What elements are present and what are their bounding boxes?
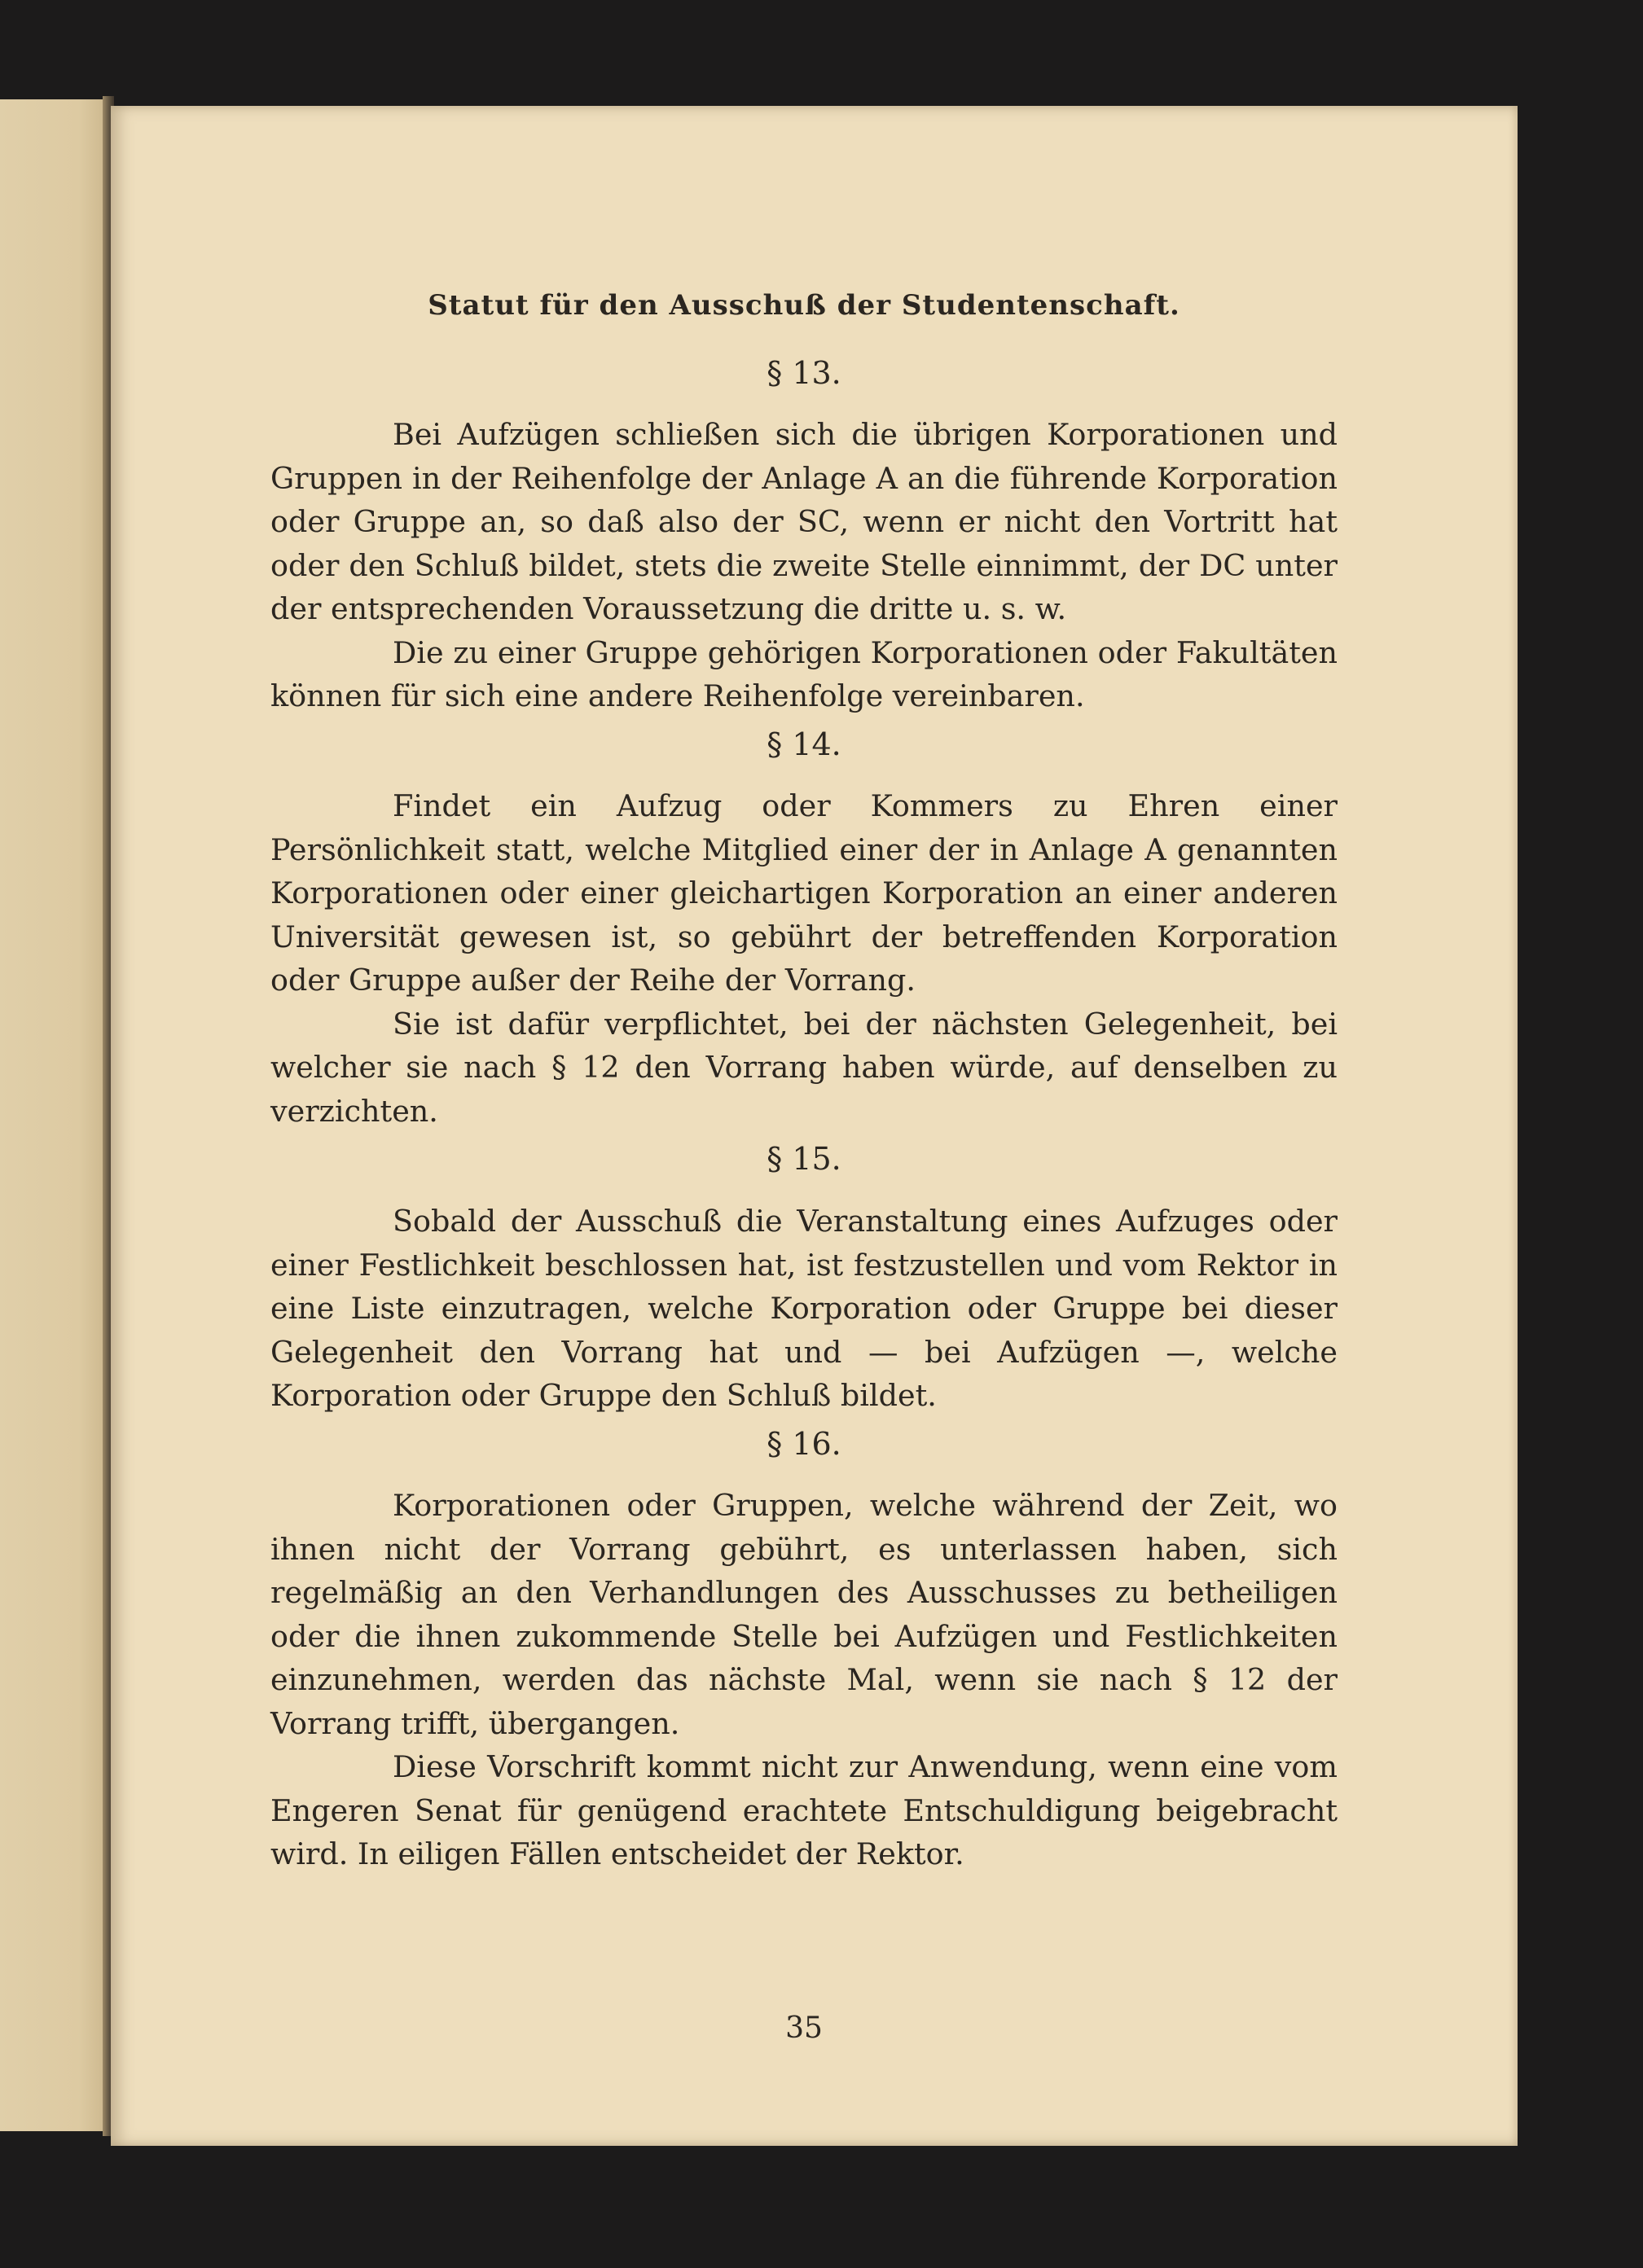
section-heading: § 16. xyxy=(767,1425,841,1462)
paragraph: Diese Vorschrift kommt nicht zur Anwendung, wenn eine vom Engeren Senat für genügend erachtete Entschuldigung beigebracht wird. In eiligen Fällen entscheidet der Rektor. xyxy=(270,1749,1338,1872)
section-heading: § 14. xyxy=(767,726,841,762)
section-heading: § 15. xyxy=(767,1141,841,1178)
paragraph: Findet ein Aufzug oder Kommers zu Ehren einer Persönlichkeit statt, welche Mitglied einer der in Anlage A genannten Korporationen oder einer gleichartigen Korporation an einer anderen Universität gewesen ist, so gebührt der betreffenden Korporation oder Gruppe außer der Reihe der Vorrang. xyxy=(270,788,1338,998)
page-content xyxy=(270,289,1338,2045)
paragraph: Bei Aufzügen schließen sich die übrigen Korporationen und Gruppen in der Reihenfolge der Anlage A an die führende Korporation oder Gruppe an, so daß also der SC, wenn er nicht den Vortritt hat oder den Schluß bildet, stets die zweite Stelle einnimmt, der DC unter der entsprechenden Voraussetzung die dritte u. s. w. xyxy=(270,417,1338,627)
paragraph: Sobald der Ausschuß die Veranstaltung eines Aufzuges oder einer Festlichkeit beschlossen hat, ist festzustellen und vom Rektor in eine Liste einzutragen, welche Korporation oder Gruppe bei dieser Gelegenheit den Vorrang hat und — bei Aufzügen —, welche Korporation oder Gruppe den Schluß bildet. xyxy=(270,1204,1338,1414)
section-14 xyxy=(270,726,1338,1134)
paragraph: Sie ist dafür verpflichtet, bei der nächsten Gelegenheit, bei welcher sie nach § 12 den Vorrang haben würde, auf denselben zu verzichten. xyxy=(270,1006,1338,1129)
section-13 xyxy=(270,355,1338,718)
previous-page-edge xyxy=(0,99,112,2131)
paragraph: Die zu einer Gruppe gehörigen Korporationen oder Fakultäten können für sich eine andere Reihenfolge vereinbaren. xyxy=(270,634,1338,714)
running-head: Statut für den Ausschuß der Studentenschaft. xyxy=(428,289,1180,322)
book-page xyxy=(111,106,1518,2146)
section-heading: § 13. xyxy=(767,354,841,391)
paragraph: Korporationen oder Gruppen, welche während der Zeit, wo ihnen nicht der Vorrang gebührt, es unterlassen haben, sich regelmäßig an den Verhandlungen des Ausschusses zu betheiligen oder die ihnen zukommende Stelle bei Aufzügen und Festlichkeiten einzunehmen, werden das nächste Mal, wenn sie nach § 12 der Vorrang trifft, übergangen. xyxy=(270,1488,1338,1741)
section-16 xyxy=(270,1426,1338,1876)
page-number: 35 xyxy=(785,2011,823,2045)
section-15 xyxy=(270,1141,1338,1417)
